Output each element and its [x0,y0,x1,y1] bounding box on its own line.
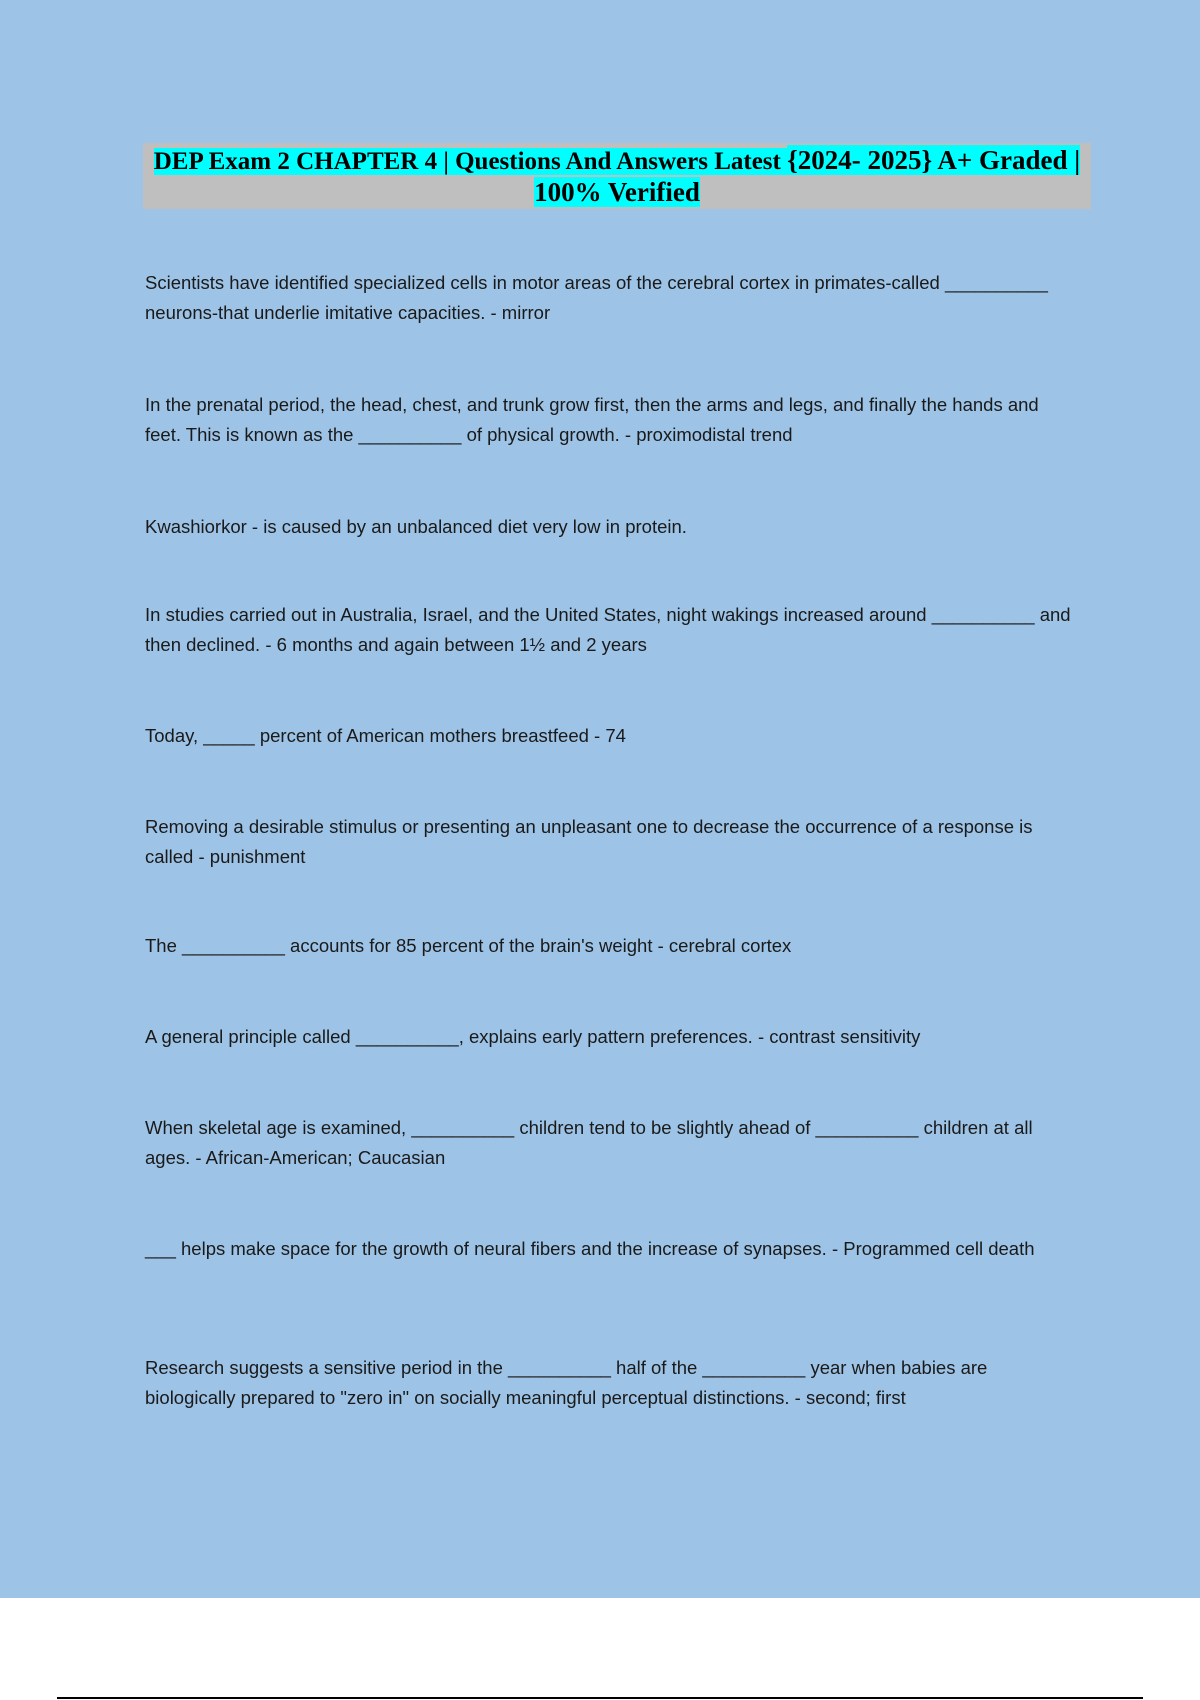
qa-item: ___ helps make space for the growth of neural fibers and the increase of synapses. - Programmed cell death [145,1238,1035,1259]
qa-item: Kwashiorkor - is caused by an unbalanced diet very low in protein. [145,516,687,537]
title-line-2: 100% Verified [534,177,700,207]
document-title [143,143,1091,209]
qa-item: Today, _____ percent of American mothers breastfeed - 74 [145,725,626,746]
qa-item: A general principle called __________, explains early pattern preferences. - contrast sensitivity [145,1026,921,1047]
qa-item: When skeletal age is examined, __________ children tend to be slightly ahead of __________ children at all ages. - African-American; Caucasian [145,1117,1033,1168]
qa-item: The __________ accounts for 85 percent of the brain's weight - cerebral cortex [145,935,792,956]
qa-item: In the prenatal period, the head, chest, and trunk grow first, then the arms and legs, and finally the hands and feet. This is known as the __________ of physical growth. - proximodistal trend [145,394,1039,445]
qa-item: In studies carried out in Australia, Israel, and the United States, night wakings increased around __________ and then declined. - 6 months and again between 1½ and 2 years [145,604,1071,655]
qa-item: Scientists have identified specialized cells in motor areas of the cerebral cortex in primates-called __________ neurons-that underlie imitative capacities. - mirror [145,272,1048,323]
title-line-1-date: {2024- 2025} A+ Graded | [787,145,1081,175]
footer-divider [57,1697,1143,1699]
title-line-1-text: DEP Exam 2 CHAPTER 4 | Questions And Answers Latest [153,148,788,175]
qa-item: Removing a desirable stimulus or presenting an unpleasant one to decrease the occurrence of a response is called - punishment [145,816,1033,867]
qa-item: Research suggests a sensitive period in the __________ half of the __________ year when babies are biologically prepared to "zero in" on socially meaningful perceptual distinctions. - second; first [145,1357,988,1408]
